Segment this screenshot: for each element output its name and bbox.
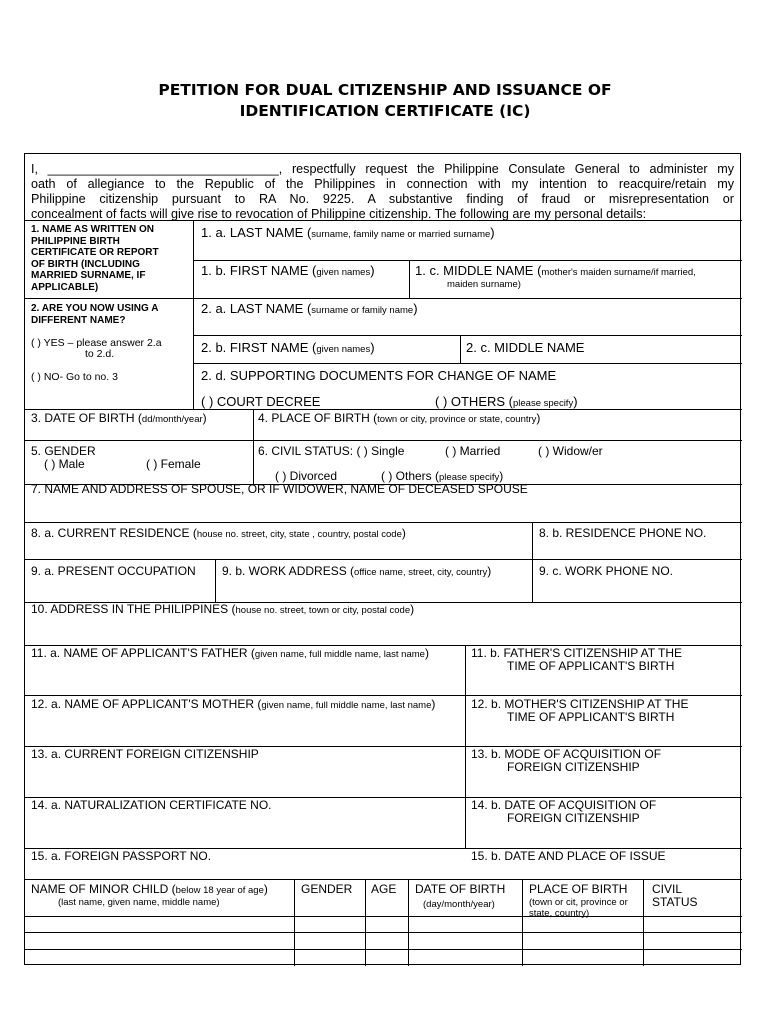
- date-of-birth-field[interactable]: 3. DATE OF BIRTH (dd/month/year): [31, 411, 207, 425]
- father-name-field[interactable]: 11. a. NAME OF APPLICANT'S FATHER (given name, full middle name, last name): [31, 646, 429, 660]
- intro-line: Philippine citizenship pursuant to RA No. 9225. A substantive finding of fraud or misrepresentation or: [31, 192, 734, 206]
- alt-first-name-field[interactable]: 2. b. FIRST NAME (given names): [201, 340, 375, 355]
- alt-middle-name-field[interactable]: 2. c. MIDDLE NAME: [466, 340, 585, 355]
- intro-paragraph: [31, 162, 734, 222]
- father-citizenship-field[interactable]: 11. b. FATHER'S CITIZENSHIP AT THE: [471, 646, 683, 660]
- acquisition-mode-field[interactable]: 13. b. MODE OF ACQUISITION OF: [471, 747, 662, 761]
- work-phone-field[interactable]: 9. c. WORK PHONE NO.: [539, 564, 674, 578]
- acquisition-date-sub: FOREIGN CITIZENSHIP: [507, 811, 640, 825]
- minor-age-header: AGE: [371, 882, 397, 896]
- section2-label: 2. ARE YOU NOW USING A DIFFERENT NAME?: [31, 303, 159, 326]
- first-name-field[interactable]: 1. b. FIRST NAME (given names): [201, 263, 375, 278]
- philippine-address-field[interactable]: 10. ADDRESS IN THE PHILIPPINES (house no. street, town or city, postal code): [31, 602, 415, 616]
- residence-field[interactable]: 8. a. CURRENT RESIDENCE (house no. street, city, state , country, postal code): [31, 526, 406, 540]
- minor-name-subheader: (last name, given name, middle name): [58, 897, 220, 908]
- mother-citizenship-sub: TIME OF APPLICANT'S BIRTH: [507, 710, 675, 724]
- minor-dob-subheader: (day/month/year): [423, 899, 495, 910]
- naturalization-cert-field[interactable]: 14. a. NATURALIZATION CERTIFICATE NO.: [31, 798, 272, 812]
- civil-status-divorced[interactable]: ( ) Divorced: [275, 469, 338, 483]
- father-citizenship-sub: TIME OF APPLICANT'S BIRTH: [507, 659, 675, 673]
- yes-instruction: to 2.d.: [85, 348, 115, 360]
- acquisition-mode-sub: FOREIGN CITIZENSHIP: [507, 760, 640, 774]
- civil-status-single[interactable]: 6. CIVIL STATUS: ( ) Single: [258, 444, 405, 458]
- spouse-field[interactable]: 7. NAME AND ADDRESS OF SPOUSE, OR IF WIDOWER, NAME OF DECEASED SPOUSE: [31, 482, 528, 496]
- civil-status-married[interactable]: ( ) Married: [445, 444, 501, 458]
- civil-status-others[interactable]: ( ) Others (please specify): [381, 469, 504, 483]
- male-checkbox[interactable]: ( ) Male: [44, 457, 85, 471]
- foreign-passport-field[interactable]: 15. a. FOREIGN PASSPORT NO.: [31, 849, 212, 863]
- foreign-citizenship-field[interactable]: 13. a. CURRENT FOREIGN CITIZENSHIP: [31, 747, 259, 761]
- minor-civil-header: CIVIL: [652, 882, 683, 896]
- civil-status-widow[interactable]: ( ) Widow/er: [538, 444, 603, 458]
- form-title-line2: IDENTIFICATION CERTIFICATE (IC): [239, 102, 531, 120]
- form-title-line1: PETITION FOR DUAL CITIZENSHIP AND ISSUANCE OF: [158, 81, 612, 99]
- occupation-field[interactable]: 9. a. PRESENT OCCUPATION: [31, 564, 196, 578]
- mother-citizenship-field[interactable]: 12. b. MOTHER'S CITIZENSHIP AT THE: [471, 697, 689, 711]
- petition-form: [24, 153, 741, 965]
- minor-pob-header: PLACE OF BIRTH: [529, 882, 628, 896]
- section1-label: 1. NAME AS WRITTEN ON PHILIPPINE BIRTH CERTIFICATE OR REPORT OF BIRTH (INCLUDING MARRIED SURNAME, IF APPLICABLE): [31, 224, 159, 293]
- minor-gender-header: GENDER: [301, 882, 353, 896]
- supporting-docs-label: 2. d. SUPPORTING DOCUMENTS FOR CHANGE OF NAME: [201, 368, 557, 383]
- intro-line: I, _________________________________, respectfully request the Philippine Consulate General to administer my: [31, 162, 734, 176]
- intro-line: concealment of facts will give rise to revocation of Philippine citizenship. The following are my personal details:: [31, 207, 647, 221]
- place-of-birth-field[interactable]: 4. PLACE OF BIRTH (town or city, province or state, country): [258, 411, 541, 425]
- minor-civil-header: STATUS: [652, 895, 698, 909]
- minor-pob-subheader: state, country): [529, 908, 590, 919]
- work-address-field[interactable]: 9. b. WORK ADDRESS (office name, street, city, country): [222, 564, 492, 578]
- alt-last-name-field[interactable]: 2. a. LAST NAME (surname or family name): [201, 301, 418, 316]
- minor-dob-header: DATE OF BIRTH: [415, 882, 506, 896]
- last-name-field[interactable]: 1. a. LAST NAME (surname, family name or married surname): [201, 225, 495, 240]
- female-checkbox[interactable]: ( ) Female: [146, 457, 201, 471]
- passport-issue-field[interactable]: 15. b. DATE AND PLACE OF ISSUE: [471, 849, 666, 863]
- minor-name-header: NAME OF MINOR CHILD (below 18 year of age): [31, 882, 268, 896]
- middle-name-hint: maiden surname): [447, 279, 521, 290]
- minor-pob-subheader: (town or cit, province or: [529, 897, 628, 908]
- court-decree-checkbox[interactable]: ( ) COURT DECREE: [201, 394, 321, 409]
- no-checkbox[interactable]: ( ) NO- Go to no. 3: [31, 371, 118, 383]
- middle-name-field[interactable]: 1. c. MIDDLE NAME (mother's maiden surname/if married,: [415, 263, 696, 278]
- acquisition-date-field[interactable]: 14. b. DATE OF ACQUISITION OF: [471, 798, 657, 812]
- yes-checkbox[interactable]: ( ) YES – please answer 2.a: [31, 337, 162, 349]
- gender-label: 5. GENDER: [31, 444, 96, 458]
- residence-phone-field[interactable]: 8. b. RESIDENCE PHONE NO.: [539, 526, 707, 540]
- mother-name-field[interactable]: 12. a. NAME OF APPLICANT'S MOTHER (given name, full middle name, last name): [31, 697, 436, 711]
- others-checkbox[interactable]: ( ) OTHERS (please specify): [435, 394, 578, 409]
- intro-line: oath of allegiance to the Republic of the Philippines in connection with my intention to reacquire/retain my: [31, 177, 734, 191]
